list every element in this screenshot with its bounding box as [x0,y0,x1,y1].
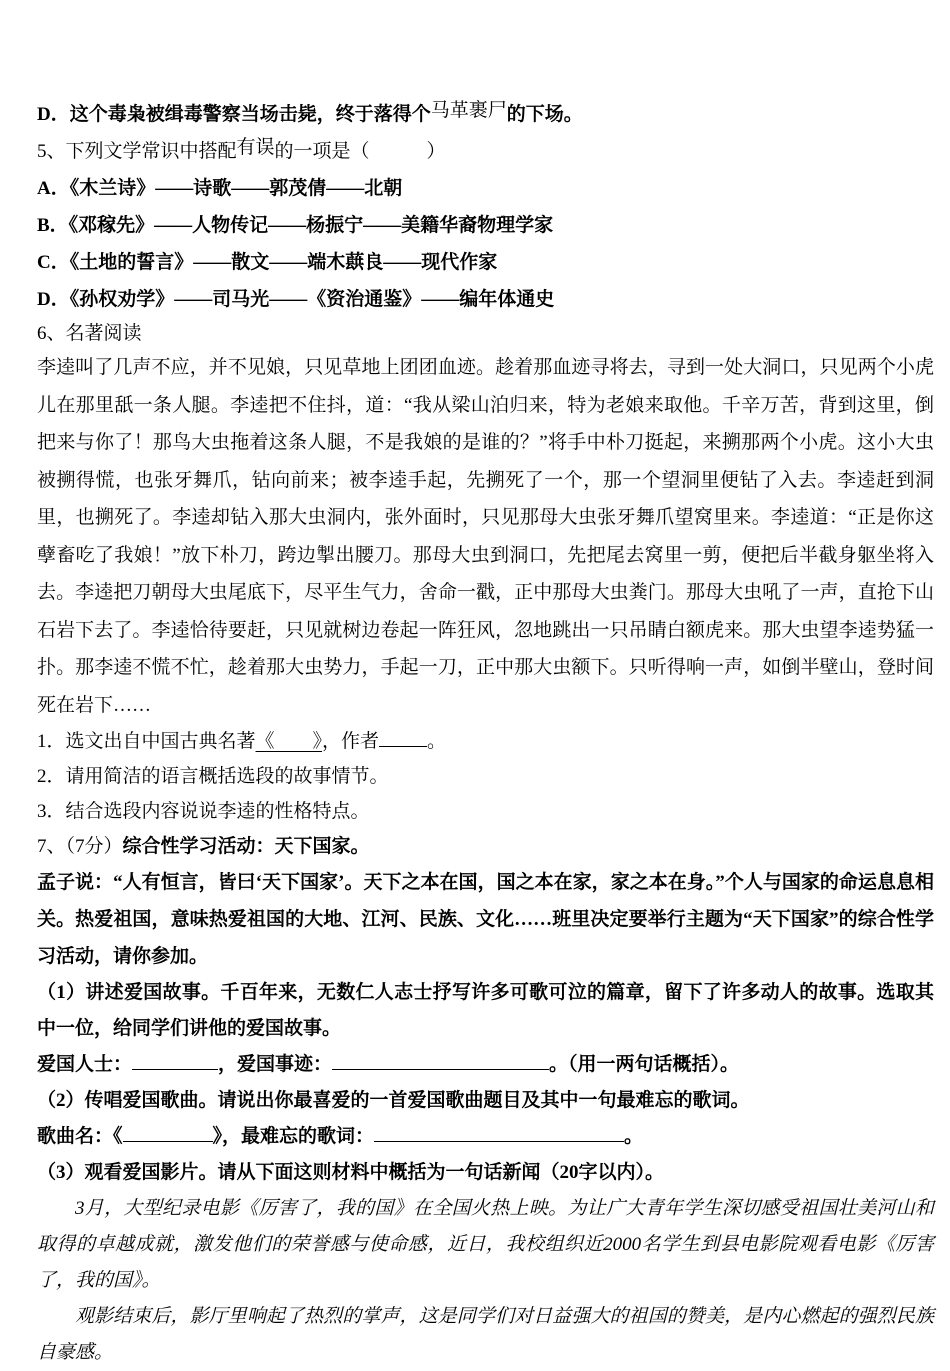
sub1-pre: 1．选文出自中国古典名著 [37,731,256,752]
question7-fill-line2 [37,1119,934,1155]
fill1-label-deed: ，爱国事迹： [218,1054,333,1075]
question4-option-d [37,96,934,133]
question5-stem-pre: 5、下列文学常识中搭配 [37,141,237,162]
question7-title: 综合性学习活动：天下国家。 [122,836,370,857]
option-d-text-post: 的下场。 [506,104,583,125]
sub1-book-blank: 《 》 [255,731,323,752]
question6-sub2: 2．请用简洁的语言概括选段的故事情节。 [37,766,389,787]
question7-part1: （1）讲述爱国故事。千百年来，无数仁人志士抒写许多可歌可泣的篇章，留下了许多动人的故事。选取其中一位，给同学们讲他的爱国故事。 [37,982,934,1039]
question7-number: 7、（7分） [37,836,123,857]
question7-part3: （3）观看爱国影片。请从下面这则材料中概括为一句话新闻（20字以内）。 [37,1162,665,1183]
question5-stem-raised: 有误 [236,137,275,158]
sub1-mid: ，作者 [322,731,380,752]
sub1-post: 。 [427,731,447,752]
fill2-label-song: 歌曲名：《 [37,1126,123,1147]
question5-stem [37,133,934,170]
song-title-blank [123,1125,213,1142]
question5-option-c: C．《土地的誓言》——散文——端木蕻良——现代作家 [37,252,498,273]
question6-sub3: 3．结合选段内容说说李逵的性格特点。 [37,801,370,822]
question7-part2: （2）传唱爱国歌曲。请说出你最喜爱的一首爱国歌曲题目及其中一句最难忘的歌词。 [37,1090,750,1111]
fill1-note: 。（用一两句话概括）。 [549,1054,740,1075]
lyric-blank [374,1125,624,1142]
sub1-author-blank [379,730,427,747]
patriot-deed-blank [332,1053,549,1070]
question5-option-a: A．《木兰诗》——诗歌——郭茂倩——北朝 [37,178,403,199]
question7-heading [37,829,934,864]
question5-stem-post: 的一项是（ ） [274,141,446,162]
fill2-label-lyric: 》，最难忘的歌词： [212,1126,375,1147]
question6-title: 6、名著阅读 [37,323,142,344]
option-d-raised-text: 马革裹尸 [430,100,507,121]
news-material-paragraph1: 3月，大型纪录电影《厉害了，我的国》在全国火热上映。为让广大青年学生深切感受祖国壮美河山和取得的卓越成就，激发他们的荣誉感与使命感，近日，我校组织近2000名学生到县电影院观看电影《厉害了，我的国》。 [37,1198,934,1291]
question7-fill-line1 [37,1047,934,1083]
question5-option-d: D．《孙权劝学》——司马光——《资治通鉴》——编年体通史 [37,289,555,310]
news-material-paragraph2: 观影结束后，影厅里响起了热烈的掌声，这是同学们对日益强大的祖国的赞美，是内心燃起的强烈民族自豪感。 [37,1306,934,1363]
fill2-period: 。 [624,1126,644,1147]
option-d-text-pre: D．这个毒枭被缉毒警察当场击毙，终于落得个 [37,104,431,125]
question6-sub1 [37,724,934,759]
patriot-name-blank [132,1053,218,1070]
question7-intro: 孟子说：“人有恒言，皆曰‘天下国家’。天下之本在国，国之本在家，家之本在身。”个人与国家的命运息息相关。热爱祖国，意味热爱祖国的大地、江河、民族、文化……班里决定要举行主题为“天下国家”的综合性学习活动，请你参加。 [37,872,934,967]
question5-option-b: B．《邓稼先》——人物传记——杨振宁——美籍华裔物理学家 [37,215,554,236]
fill1-label-person: 爱国人士： [37,1054,133,1075]
question6-reading-passage: 李逵叫了几声不应，并不见娘，只见草地上团团血迹。趁着那血迹寻将去，寻到一处大洞口，只见两个小虎儿在那里舐一条人腿。李逵把不住抖，道：“我从梁山泊归来，特为老娘来取他。千辛万苦，背到这里，倒把来与你了！那鸟大虫拖着这条人腿，不是我娘的是谁的？”将手中朴刀挺起，来搠那两个小虎。这小大虫被搠得慌，也张牙舞爪，钻向前来；被李逵手起，先搠死了一个，那一个望洞里便钻了入去。李逵赶到洞里，也搠死了。李逵却钻入那大虫洞内，张外面时，只见那母大虫张牙舞爪望窝里来。李逵道：“正是你这孽畜吃了我娘！”放下朴刀，跨边掣出腰刀。那母大虫到洞口，先把尾去窝里一剪，便把后半截身躯坐将入去。李逵把刀朝母大虫尾底下，尽平生气力，舍命一戳，正中那母大虫粪门。那母大虫吼了一声，直抢下山石岩下去了。李逵恰待要赶，只见就树边卷起一阵狂风，忽地跳出一只吊睛白额虎来。那大虫望李逵势猛一扑。那李逵不慌不忙，趁着那大虫势力，手起一刀，正中那大虫额下。只听得响一声，如倒半壁山，登时间死在岩下…… [37,357,934,716]
